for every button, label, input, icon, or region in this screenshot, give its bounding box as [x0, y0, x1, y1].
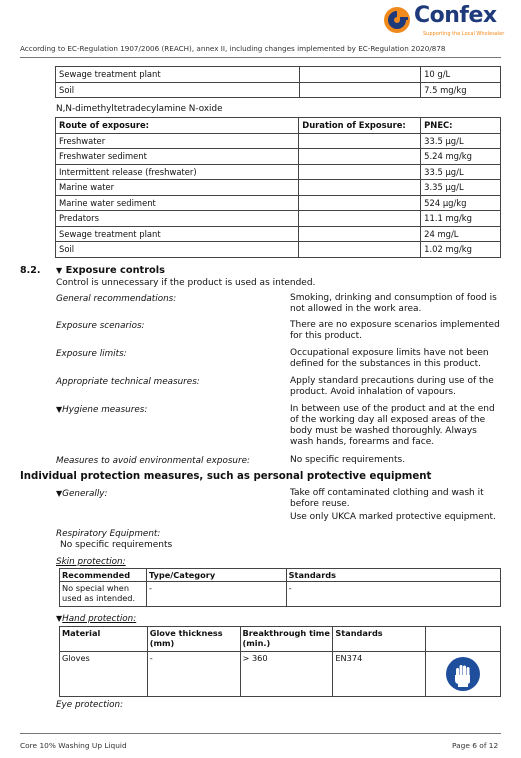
- table-cell: 24 mg/L: [421, 226, 501, 242]
- table-cell: Freshwater sediment: [56, 149, 299, 165]
- table-cell: [299, 242, 421, 258]
- skin-label-text: Skin protection:: [56, 557, 126, 567]
- table-cell: Sewage treatment plant: [56, 226, 299, 242]
- item-label: [56, 405, 147, 415]
- generally-label: [56, 489, 107, 499]
- table-cell: [299, 195, 421, 211]
- header-divider: [20, 57, 501, 58]
- gloves-mandatory-icon: [445, 656, 481, 692]
- table-row: [56, 180, 501, 196]
- hand-label: [56, 614, 136, 624]
- table-cell: Soil: [56, 82, 300, 98]
- column-header: Route of exposure:: [56, 118, 299, 134]
- table-cell: Intermittent release (freshwater): [56, 164, 299, 180]
- respiratory-value: No specific requirements: [60, 540, 173, 550]
- skin-protection-table: [59, 568, 501, 607]
- table-header-row: [56, 118, 501, 134]
- item-value: Occupational exposure limits have not been defined for the substances in this product.: [290, 348, 489, 369]
- brand-name: Confex: [414, 3, 497, 28]
- table-cell: -: [147, 652, 240, 697]
- table-cell: Soil: [56, 242, 299, 258]
- table-cell: 5.24 mg/kg: [421, 149, 501, 165]
- table-cell: 7.5 mg/kg: [421, 82, 501, 98]
- table-row: [56, 195, 501, 211]
- substance-name: N,N-dimethyltetradecylamine N-oxide: [56, 104, 223, 114]
- revision-triangle-icon: ▼: [56, 266, 63, 275]
- table-row: [56, 149, 501, 165]
- generally-label-text: Generally:: [62, 489, 108, 499]
- table-cell: No special when used as intended.: [60, 582, 147, 607]
- section-number: 8.2.: [20, 265, 41, 276]
- column-header: PNEC:: [421, 118, 501, 134]
- item-label: Appropriate technical measures:: [56, 377, 200, 387]
- section-intro: Control is unnecessary if the product is used as intended.: [56, 278, 316, 288]
- table-row: [60, 582, 501, 607]
- table-row: [56, 164, 501, 180]
- table-cell: Gloves: [60, 652, 148, 697]
- section-title: [56, 265, 165, 276]
- footer-page-number: Page 6 of 12: [452, 741, 499, 750]
- table-row: [56, 211, 501, 227]
- table-cell: [299, 164, 421, 180]
- table-cell: 1.02 mg/kg: [421, 242, 501, 258]
- regulation-line: According to EC-Regulation 1907/2006 (REACH), annex II, including changes implemented by EC-Regulation 2020/878: [20, 44, 446, 53]
- table-cell: Marine water sediment: [56, 195, 299, 211]
- pnec-table-continued: [55, 66, 501, 98]
- item-label: Exposure limits:: [56, 349, 127, 359]
- table-cell: EN374: [333, 652, 426, 697]
- table-cell: [299, 180, 421, 196]
- table-header-row: [60, 627, 501, 652]
- table-cell: Freshwater: [56, 133, 299, 149]
- table-cell: [299, 82, 421, 98]
- item-label-text: Hygiene measures:: [62, 405, 148, 415]
- skin-label: [56, 557, 126, 567]
- hand-label-text: Hand protection:: [62, 614, 137, 624]
- footer-product: Core 10% Washing Up Liquid: [20, 741, 127, 750]
- protection-title: Individual protection measures, such as personal protective equipment: [20, 471, 432, 482]
- respiratory-label: Respiratory Equipment:: [56, 529, 161, 539]
- hand-protection-table: [59, 626, 501, 697]
- item-value: Smoking, drinking and consumption of food is not allowed in the work area.: [290, 293, 497, 314]
- table-cell: 33.5 µg/L: [421, 133, 501, 149]
- column-header: Type/Category: [146, 569, 286, 582]
- table-cell: Predators: [56, 211, 299, 227]
- column-header: Breakthrough time (min.): [240, 627, 333, 652]
- column-header: Standards: [286, 569, 500, 582]
- column-header: Standards: [333, 627, 426, 652]
- brand-tagline: Supporting the Local Wholesaler: [423, 31, 505, 37]
- revision-triangle-icon: ▼: [56, 614, 63, 623]
- table-cell: [299, 149, 421, 165]
- item-value: In between use of the product and at the end of the working day all exposed areas of the body must be washed thoroughly. Always wash hands, forearms and face.: [290, 404, 495, 447]
- section-title-text: Exposure controls: [65, 265, 165, 276]
- column-header: [426, 627, 501, 652]
- column-header: Recommended: [60, 569, 147, 582]
- item-value: There are no exposure scenarios implemented for this product.: [290, 320, 500, 341]
- table-cell: Sewage treatment plant: [56, 67, 300, 83]
- column-header: Duration of Exposure:: [299, 118, 421, 134]
- generally-value-ukca: Use only UKCA marked protective equipment.: [290, 512, 496, 522]
- table-cell: [299, 211, 421, 227]
- table-cell: [299, 67, 421, 83]
- table-cell: > 360: [240, 652, 333, 697]
- item-value: No specific requirements.: [290, 455, 406, 465]
- generally-value: Take off contaminated clothing and wash it before reuse.: [290, 488, 484, 509]
- table-header-row: [60, 569, 501, 582]
- item-label: Exposure scenarios:: [56, 321, 145, 331]
- confex-logo: [383, 4, 511, 38]
- pnec-table: [55, 117, 501, 258]
- column-header: Material: [60, 627, 148, 652]
- revision-triangle-icon: ▼: [56, 489, 63, 498]
- table-row: [56, 82, 501, 98]
- table-cell: -: [286, 582, 500, 607]
- table-cell: -: [146, 582, 286, 607]
- revision-triangle-icon: ▼: [56, 405, 63, 414]
- table-cell: 11.1 mg/kg: [421, 211, 501, 227]
- table-row: [56, 133, 501, 149]
- eye-label: Eye protection:: [56, 700, 124, 710]
- table-cell: 10 g/L: [421, 67, 501, 83]
- confex-logo-icon: [383, 6, 411, 34]
- item-value: Apply standard precautions during use of the product. Avoid inhalation of vapours.: [290, 376, 494, 397]
- table-cell: [299, 226, 421, 242]
- table-row: [60, 652, 501, 697]
- footer-divider: [20, 733, 501, 734]
- table-row: [56, 226, 501, 242]
- table-cell: [426, 652, 501, 697]
- table-row: [56, 242, 501, 258]
- table-cell: Marine water: [56, 180, 299, 196]
- column-header: Glove thickness (mm): [147, 627, 240, 652]
- table-cell: 33.5 µg/L: [421, 164, 501, 180]
- table-cell: 524 µg/kg: [421, 195, 501, 211]
- table-cell: [299, 133, 421, 149]
- table-row: [56, 67, 501, 83]
- item-label: General recommendations:: [56, 294, 177, 304]
- item-label: Measures to avoid environmental exposure:: [56, 456, 250, 466]
- table-cell: 3.35 µg/L: [421, 180, 501, 196]
